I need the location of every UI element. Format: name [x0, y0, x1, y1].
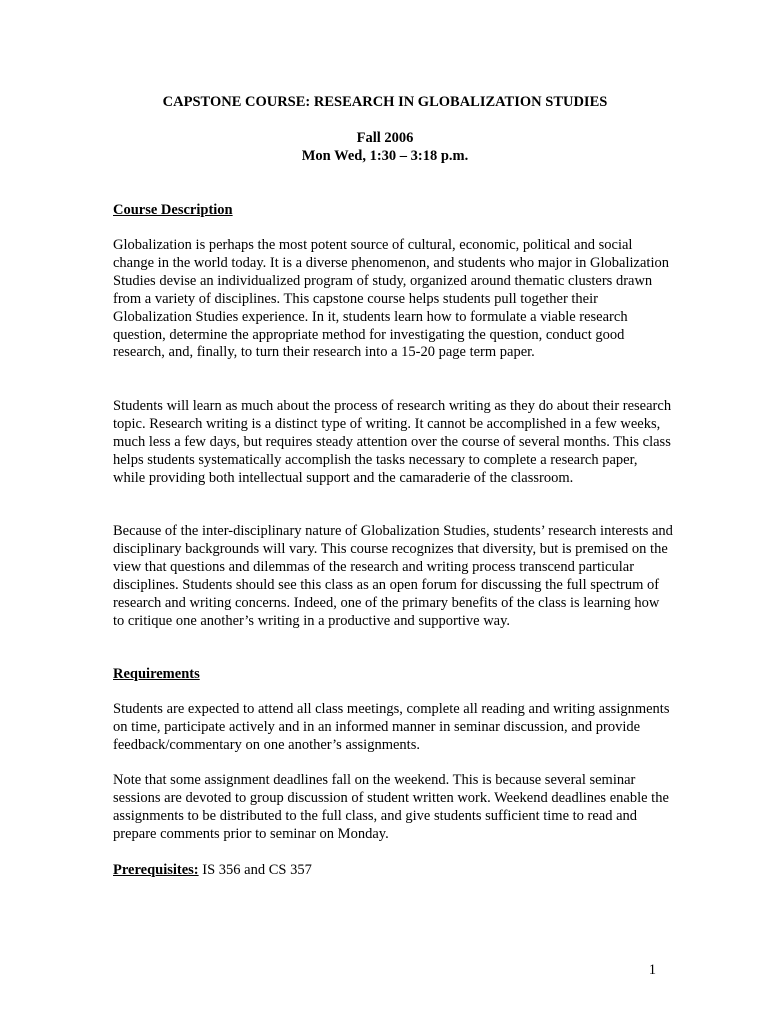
page-number: 1 — [648, 962, 656, 978]
course-term: Fall 2006 — [356, 130, 414, 146]
course-title: CAPSTONE COURSE: RESEARCH IN GLOBALIZATION STUDIES — [162, 94, 608, 110]
course-description-paragraph-3: Because of the inter-disciplinary nature of Globalization Studies, students’ research interests and disciplinary backgrounds will vary. This course recognizes that diversity, but is premised on the view that questions and dilemmas of the research and writing process transcend particular disciplines. Students should see this class as an open forum for discussing the full spectrum of research and writing concerns. Indeed, one of the primary benefits of the class is learning how to critique one another’s writing in a productive and supportive way. — [113, 523, 673, 629]
course-description-heading: Course Description — [113, 202, 233, 218]
prerequisites-label: Prerequisites: — [113, 862, 199, 878]
prerequisites-value: IS 356 and CS 357 — [198, 862, 312, 878]
requirements-heading: Requirements — [113, 666, 200, 682]
course-schedule: Mon Wed, 1:30 – 3:18 p.m. — [301, 148, 469, 164]
requirements-paragraph-1: Students are expected to attend all class meetings, complete all reading and writing assignments on time, participate actively and in an informed manner in seminar discussion, and provide feedback/commentary on one another’s assignments. — [113, 701, 670, 753]
course-description-paragraph-1: Globalization is perhaps the most potent source of cultural, economic, political and social change in the world today. It is a diverse phenomenon, and students who major in Globalization Studies devise an individualized program of study, organized around thematic clusters drawn from a variety of disciplines. This capstone course helps students pull together their Globalization Studies experience. In it, students learn how to formulate a viable research question, determine the appropriate method for investigating the question, conduct good research, and, finally, to turn their research into a 15-20 page term paper. — [113, 237, 669, 361]
prerequisites-line — [113, 861, 312, 879]
course-description-paragraph-2: Students will learn as much about the process of research writing as they do about their research topic. Research writing is a distinct type of writing. It cannot be accomplished in a few weeks, much less a few days, but requires steady attention over the course of several months. This class helps students systematically accomplish the tasks necessary to complete a research paper, while providing both intellectual support and the camaraderie of the classroom. — [113, 398, 672, 486]
requirements-paragraph-2: Note that some assignment deadlines fall on the weekend. This is because several seminar sessions are devoted to group discussion of student written work. Weekend deadlines enable the assignments to be distributed to the full class, and give students sufficient time to read and prepare comments prior to seminar on Monday. — [113, 772, 669, 842]
